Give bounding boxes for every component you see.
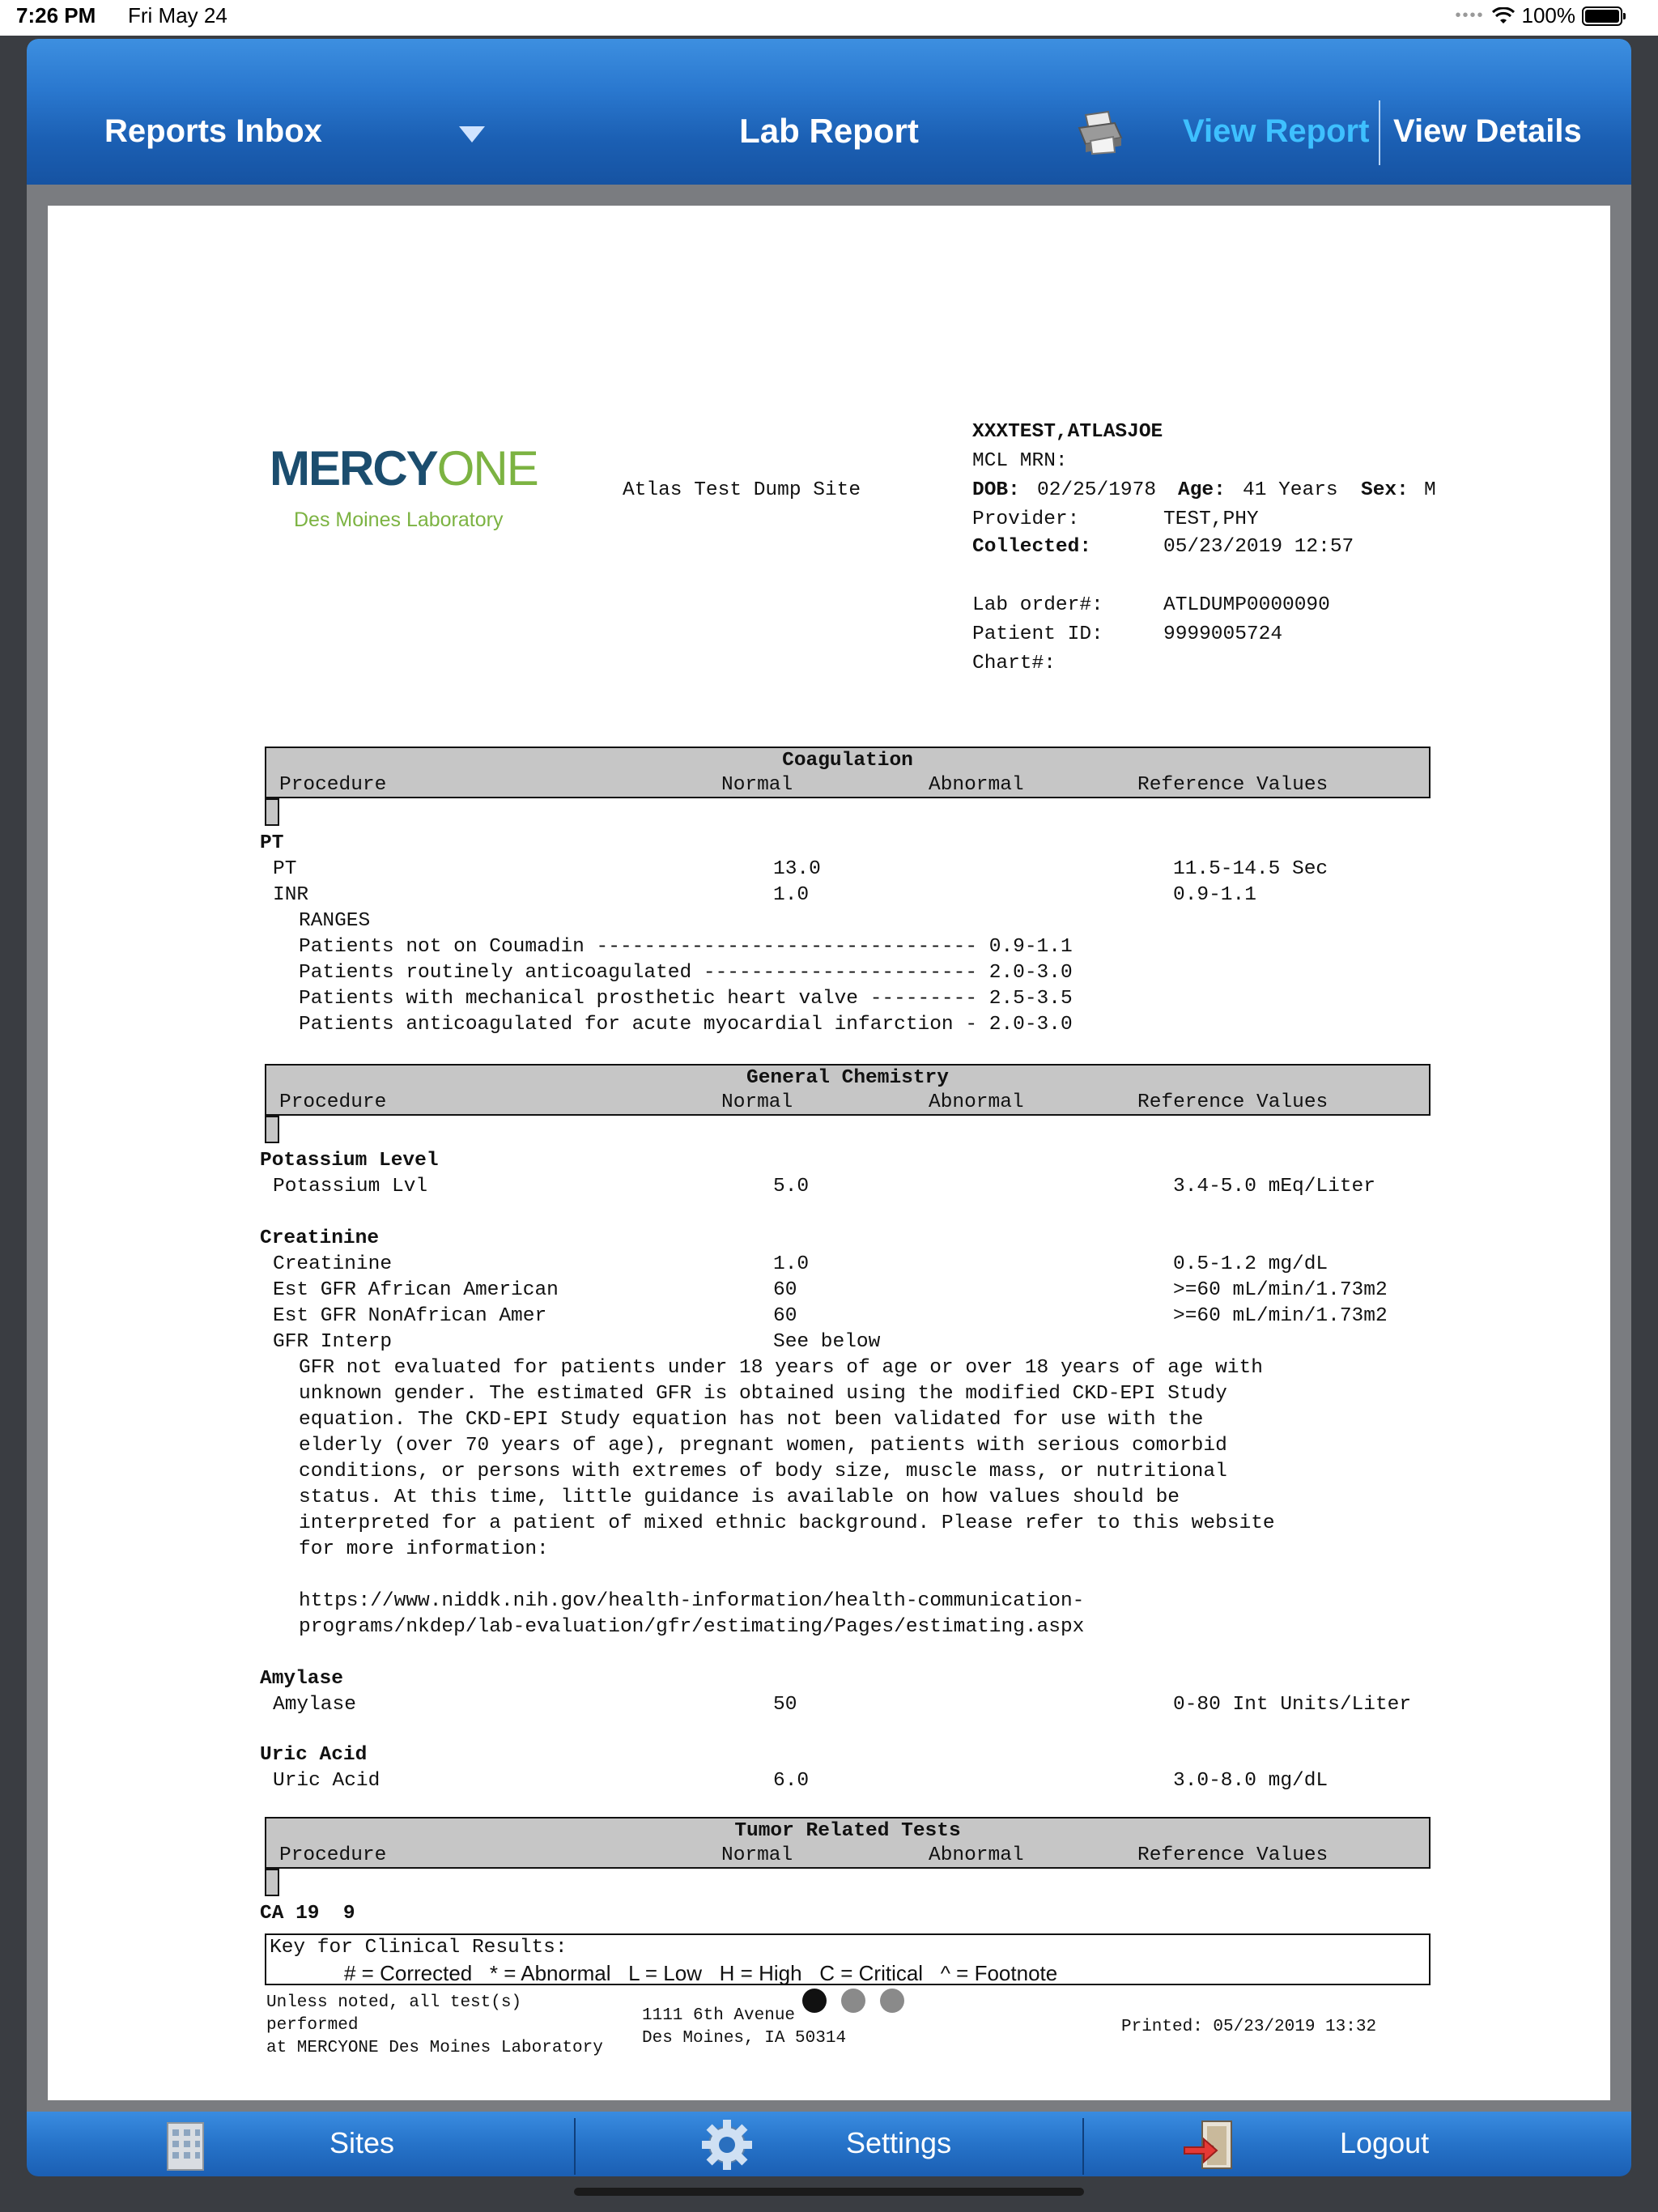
footer-address: Des Moines, IA 50314 bbox=[642, 2029, 847, 2048]
row-amylase-reference: 0-80 Int Units/Liter bbox=[1173, 1694, 1412, 1716]
col-abnormal: Abnormal bbox=[929, 774, 1024, 796]
logout-door-icon bbox=[1181, 2116, 1238, 2173]
row-creatinine-normal: 1.0 bbox=[773, 1253, 810, 1275]
row-gfr-naa-reference: >=60 mL/min/1.73m2 bbox=[1173, 1305, 1388, 1327]
sex-label: Sex: bbox=[1361, 479, 1409, 501]
row-potassium-reference: 3.4-5.0 mEq/Liter bbox=[1173, 1176, 1375, 1197]
key-title: Key for Clinical Results: bbox=[270, 1937, 568, 1959]
coagulation-header bbox=[265, 747, 1431, 798]
row-inr-reference: 0.9-1.1 bbox=[1173, 884, 1256, 906]
logo-subtitle: Des Moines Laboratory bbox=[294, 508, 504, 531]
row-inr-normal: 1.0 bbox=[773, 884, 810, 906]
reports-inbox-button[interactable]: Reports Inbox bbox=[104, 113, 322, 149]
group-creatinine: Creatinine bbox=[260, 1227, 380, 1249]
sex-value: M bbox=[1424, 479, 1436, 501]
footer-note: Unless noted, all test(s) bbox=[266, 1993, 522, 2012]
group-ca-19-9: CA 19 9 bbox=[260, 1903, 355, 1925]
tab-logout[interactable] bbox=[1084, 2112, 1631, 2176]
tab-sites[interactable] bbox=[27, 2112, 574, 2176]
report-viewer[interactable] bbox=[27, 185, 1631, 2112]
provider-label: Provider: bbox=[972, 508, 1080, 530]
gfr-note-line: equation. The CKD-EPI Study equation has not been validated for use with the bbox=[299, 1409, 1204, 1431]
row-creatinine-name: Creatinine bbox=[273, 1253, 393, 1275]
row-potassium-normal: 5.0 bbox=[773, 1176, 810, 1197]
col-procedure: Procedure bbox=[279, 1091, 387, 1113]
group-amylase: Amylase bbox=[260, 1668, 343, 1690]
gfr-note-line: status. At this time, little guidance is available on how values should be bbox=[299, 1487, 1180, 1508]
page-dot[interactable] bbox=[880, 1989, 904, 2013]
gfr-note-line: GFR not evaluated for patients under 18 years of age or over 18 years of age with bbox=[299, 1357, 1263, 1379]
tumor-header bbox=[265, 1817, 1431, 1869]
printed-date: Printed: 05/23/2019 13:32 bbox=[1121, 2018, 1377, 2036]
mercyone-logo bbox=[270, 440, 561, 546]
footer-note: performed bbox=[266, 2016, 359, 2035]
col-procedure: Procedure bbox=[279, 774, 387, 796]
top-nav-bar bbox=[27, 39, 1631, 185]
row-pt-normal: 13.0 bbox=[773, 858, 821, 880]
building-icon bbox=[159, 2116, 215, 2173]
row-gfr-interp-name: GFR Interp bbox=[273, 1331, 393, 1353]
logo-wordmark: MERCYONE bbox=[270, 441, 538, 496]
status-time: 7:26 PM bbox=[16, 3, 96, 28]
gfr-note-line: unknown gender. The estimated GFR is obtained using the modified CKD-EPI Study bbox=[299, 1383, 1227, 1405]
patient-id-value: 9999005724 bbox=[1163, 623, 1283, 645]
ranges-line: Patients anticoagulated for acute myocardial infarction - 2.0-3.0 bbox=[299, 1014, 1073, 1036]
report-page bbox=[48, 206, 1610, 2100]
page-title: Lab Report bbox=[739, 112, 919, 150]
status-date: Fri May 24 bbox=[128, 3, 227, 28]
tab-settings-label: Settings bbox=[846, 2126, 952, 2159]
page-dot[interactable] bbox=[802, 1989, 827, 2013]
row-gfr-aa-normal: 60 bbox=[773, 1279, 797, 1301]
collected-label: Collected: bbox=[972, 536, 1092, 558]
age-label: Age: bbox=[1178, 479, 1226, 501]
patient-name: XXXTEST,ATLASJOE bbox=[972, 421, 1163, 443]
row-creatinine-reference: 0.5-1.2 mg/dL bbox=[1173, 1253, 1329, 1275]
tab-settings[interactable] bbox=[576, 2112, 1082, 2176]
tab-sites-label: Sites bbox=[329, 2126, 395, 2159]
chemistry-header bbox=[265, 1064, 1431, 1116]
tab-logout-label: Logout bbox=[1340, 2126, 1430, 2159]
row-inr-name: INR bbox=[273, 884, 309, 906]
gfr-note-line: conditions, or persons with extremes of body size, muscle mass, or nutritional bbox=[299, 1461, 1227, 1482]
lab-order-value: ATLDUMP0000090 bbox=[1163, 594, 1330, 616]
col-abnormal: Abnormal bbox=[929, 1091, 1024, 1113]
col-reference: Reference Values bbox=[1137, 1844, 1329, 1866]
status-bar bbox=[0, 0, 1658, 36]
row-uric-normal: 6.0 bbox=[773, 1770, 810, 1792]
age-value: 41 Years bbox=[1243, 479, 1338, 501]
gfr-url-line[interactable]: https://www.niddk.nih.gov/health-information/health-communication- bbox=[299, 1590, 1085, 1612]
col-normal: Normal bbox=[721, 774, 793, 796]
col-normal: Normal bbox=[721, 1091, 793, 1113]
page-dot[interactable] bbox=[841, 1989, 865, 2013]
section-title: Coagulation bbox=[782, 750, 913, 772]
ranges-line: Patients with mechanical prosthetic heart valve --------- 2.5-3.5 bbox=[299, 988, 1073, 1010]
ranges-line: Patients routinely anticoagulated ----------------------- 2.0-3.0 bbox=[299, 962, 1073, 984]
site-name: Atlas Test Dump Site bbox=[623, 479, 861, 501]
ranges-line: Patients not on Coumadin -------------------------------- 0.9-1.1 bbox=[299, 936, 1073, 958]
battery-icon bbox=[1582, 6, 1622, 26]
key-legend: # = Corrected * = Abnormal L = Low H = High C = Critical ^ = Footnote bbox=[344, 1961, 1058, 1985]
lab-order-label: Lab order#: bbox=[972, 594, 1103, 616]
footer-address: 1111 6th Avenue bbox=[642, 2006, 796, 2025]
dob-label: DOB: bbox=[972, 479, 1020, 501]
mrn-label: MCL MRN: bbox=[972, 450, 1068, 472]
row-pt-reference: 11.5-14.5 Sec bbox=[1173, 858, 1329, 880]
status-right bbox=[1455, 3, 1622, 28]
row-gfr-aa-name: Est GFR African American bbox=[273, 1279, 559, 1301]
view-report-tab[interactable]: View Report bbox=[1183, 113, 1370, 149]
row-gfr-aa-reference: >=60 mL/min/1.73m2 bbox=[1173, 1279, 1388, 1301]
section-tab bbox=[265, 1116, 279, 1143]
row-amylase-normal: 50 bbox=[773, 1694, 797, 1716]
wifi-icon bbox=[1491, 7, 1516, 25]
row-uric-name: Uric Acid bbox=[273, 1770, 380, 1792]
col-procedure: Procedure bbox=[279, 1844, 387, 1866]
home-indicator[interactable] bbox=[574, 2188, 1084, 2196]
gfr-note-line: interpreted for a patient of mixed ethnic background. Please refer to this website bbox=[299, 1512, 1275, 1534]
footer-note: at MERCYONE Des Moines Laboratory bbox=[266, 2039, 603, 2057]
gfr-note-line: for more information: bbox=[299, 1538, 549, 1560]
bottom-tab-bar bbox=[27, 2112, 1631, 2176]
patient-id-label: Patient ID: bbox=[972, 623, 1103, 645]
section-title: General Chemistry bbox=[746, 1067, 949, 1089]
group-pt: PT bbox=[260, 832, 284, 854]
results-key-box bbox=[265, 1933, 1431, 1985]
app-frame bbox=[27, 39, 1631, 2176]
gfr-url-line[interactable]: programs/nkdep/lab-evaluation/gfr/estimating/Pages/estimating.aspx bbox=[299, 1616, 1085, 1638]
view-details-tab[interactable]: View Details bbox=[1393, 113, 1582, 149]
group-potassium: Potassium Level bbox=[260, 1150, 439, 1172]
row-gfr-naa-name: Est GFR NonAfrican Amer bbox=[273, 1305, 547, 1327]
nav-divider bbox=[1379, 100, 1380, 165]
ranges-line: RANGES bbox=[299, 910, 371, 932]
provider-value: TEST,PHY bbox=[1163, 508, 1259, 530]
row-gfr-naa-normal: 60 bbox=[773, 1305, 797, 1327]
col-abnormal: Abnormal bbox=[929, 1844, 1024, 1866]
col-reference: Reference Values bbox=[1137, 1091, 1329, 1113]
group-uric-acid: Uric Acid bbox=[260, 1744, 368, 1766]
section-title: Tumor Related Tests bbox=[734, 1820, 961, 1842]
dob-value: 02/25/1978 bbox=[1037, 479, 1157, 501]
row-potassium-name: Potassium Lvl bbox=[273, 1176, 428, 1197]
chart-label: Chart#: bbox=[972, 653, 1056, 674]
section-tab bbox=[265, 798, 279, 826]
row-amylase-name: Amylase bbox=[273, 1694, 356, 1716]
gfr-note-line: elderly (over 70 years of age), pregnant women, patients with serious comorbid bbox=[299, 1435, 1227, 1457]
row-uric-reference: 3.0-8.0 mg/dL bbox=[1173, 1770, 1329, 1792]
col-reference: Reference Values bbox=[1137, 774, 1329, 796]
battery-percent: 100% bbox=[1521, 3, 1575, 28]
col-normal: Normal bbox=[721, 1844, 793, 1866]
row-pt-name: PT bbox=[273, 858, 297, 880]
printer-icon[interactable] bbox=[1076, 110, 1124, 155]
row-gfr-interp-normal: See below bbox=[773, 1331, 881, 1353]
cellular-dots-icon: •••• bbox=[1455, 6, 1485, 24]
page-indicator[interactable] bbox=[802, 1989, 904, 2013]
gear-icon bbox=[699, 2116, 755, 2173]
section-tab bbox=[265, 1869, 279, 1896]
collected-value: 05/23/2019 12:57 bbox=[1163, 536, 1354, 558]
